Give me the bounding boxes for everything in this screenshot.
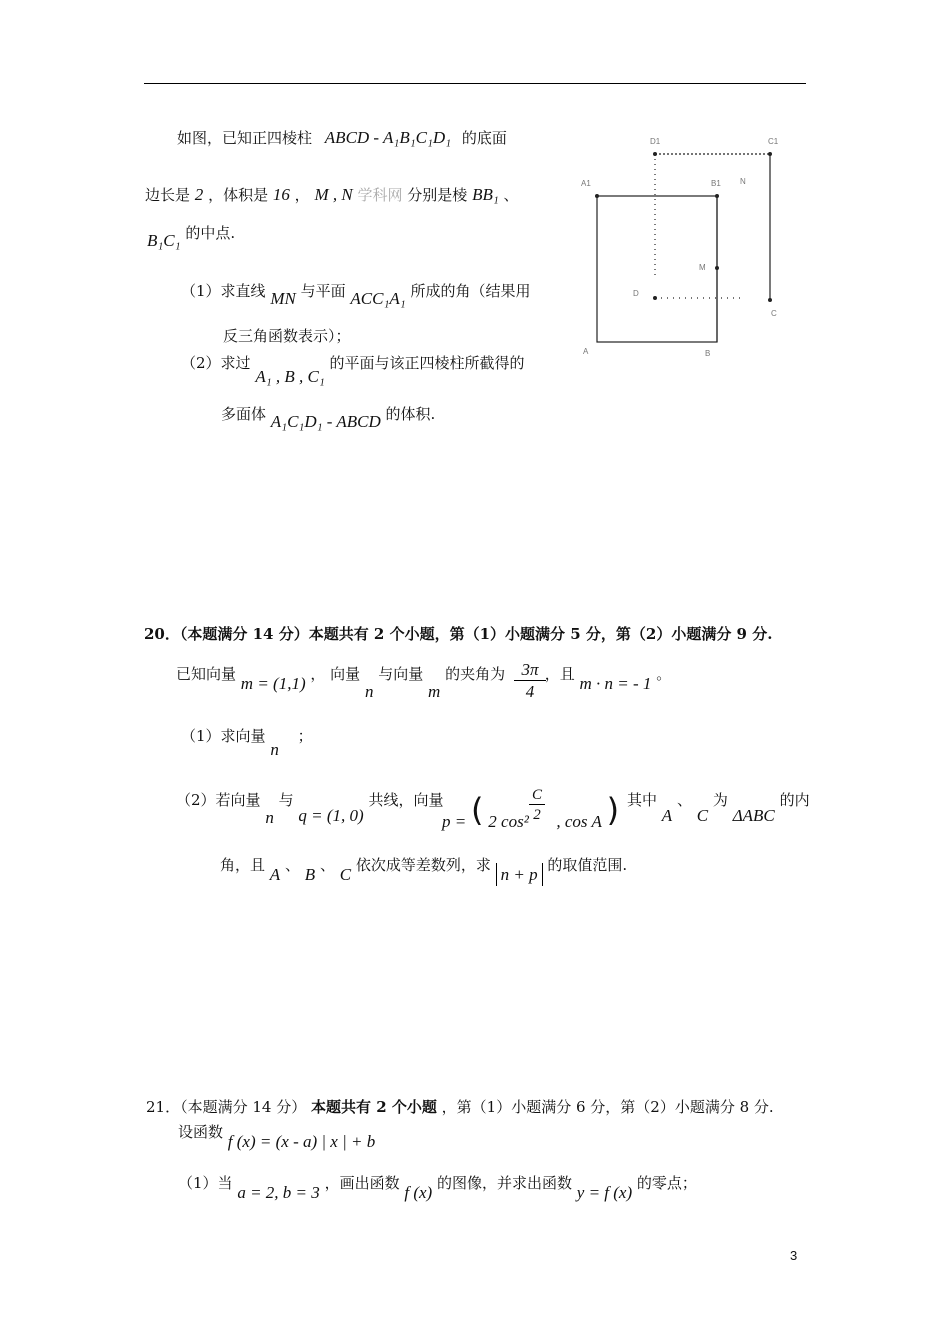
label-m: M	[699, 263, 706, 272]
math-q-vector: q = (1, 0)	[298, 806, 364, 825]
p21-text-bold: 本题共有 2 个小题	[311, 1098, 437, 1116]
p20-line1	[176, 664, 672, 701]
p-vector-expression: p = ( 2 cos² , cos A )	[442, 791, 620, 831]
p20-text: 、	[676, 791, 692, 809]
p21-text: 的图像，并求出函数	[436, 1174, 572, 1192]
math-n: n	[364, 682, 374, 701]
p19-line1	[177, 128, 507, 148]
p20-text: 角，且	[220, 856, 266, 874]
label-d: D	[633, 289, 639, 298]
p20-q2-cont	[220, 855, 628, 884]
p19-text: 边长是	[145, 186, 191, 204]
p19-text: ，体积是	[208, 186, 269, 204]
p21-text: 21．（本题满分 14 分）	[146, 1098, 307, 1116]
p20-text: ， 向量	[310, 665, 361, 683]
p19-text: 、	[503, 186, 519, 204]
p19-text: 的中点.	[185, 224, 236, 242]
label-b1: B1	[711, 179, 721, 188]
p20-text: 与向量	[378, 665, 424, 683]
p19-text: （2）求过	[181, 354, 251, 372]
p19-text: 多面体	[221, 405, 267, 423]
math-n: n	[270, 740, 279, 759]
label-b: B	[705, 349, 711, 358]
p19-text: 所成的角（结果用	[410, 282, 531, 300]
math-m-vector: m = (1,1)	[240, 674, 306, 693]
p21-text: ，第（1）小题满分 6 分，第（2）小题满分 8 分.	[441, 1098, 774, 1116]
p19-text: 的平面与该正四棱柱所截得的	[329, 354, 525, 372]
p19-text: 分别是棱	[407, 186, 468, 204]
math-bb1: BB₁	[472, 185, 499, 204]
math-triangle: ΔABC	[732, 806, 775, 825]
p19-q2-cont	[221, 404, 436, 431]
p19-text: 与平面	[300, 282, 346, 300]
math-mn-line: MN	[270, 289, 296, 308]
math-2: 2	[194, 185, 204, 204]
p20-text: ，其中	[612, 791, 658, 809]
fraction-denominator: 4	[525, 682, 535, 701]
p19-line2	[145, 185, 519, 205]
c-half-fraction	[529, 786, 545, 825]
p20-text: 。	[656, 665, 672, 683]
math-fx: f (x)	[404, 1183, 433, 1202]
label-a1: A1	[581, 179, 591, 188]
p20-text: 的夹角为	[445, 665, 506, 683]
p19-line3	[147, 224, 236, 251]
p20-text: ，且	[544, 665, 575, 683]
p20-text: （1）求向量	[181, 727, 266, 745]
fraction-numerator: C	[529, 786, 545, 805]
watermark-text: 学科网	[357, 186, 403, 204]
p21-line1	[178, 1122, 376, 1151]
p21-text: ，画出函数	[324, 1174, 400, 1192]
p20-text: 、	[319, 856, 335, 874]
math-function-def: f (x) = (x - a) | x | + b	[227, 1132, 376, 1151]
p19-text: 的底面	[461, 129, 507, 147]
math-mn: M , N	[314, 185, 353, 204]
angle-fraction	[514, 660, 546, 703]
math-n: n	[265, 808, 274, 827]
math-m: m	[428, 682, 441, 701]
p20-text: 共线，向量	[368, 791, 444, 809]
p20-q2	[176, 790, 444, 827]
p19-q1	[181, 281, 531, 308]
math-points: A₁ , B , C₁	[255, 367, 325, 386]
page-number: 3	[790, 1248, 798, 1263]
math-a: A	[661, 806, 673, 825]
math-polyhedron: A₁C₁D₁ - ABCD	[270, 412, 381, 431]
label-d1: D1	[650, 137, 661, 146]
p20-text: 与	[278, 791, 294, 809]
math-plane: ACC₁A₁	[350, 289, 406, 308]
p21-text: 的零点；	[636, 1174, 697, 1192]
p20-q1	[181, 726, 313, 759]
p19-q1-cont	[223, 326, 351, 346]
prism-figure	[575, 128, 805, 368]
label-a: A	[583, 347, 589, 356]
math-b: B	[304, 865, 316, 884]
p20-text: 依次成等差数列，求	[355, 856, 491, 874]
math-cos-squared: 2 cos²	[488, 812, 529, 831]
p20-heading: 20．（本题满分 14 分）本题共有 2 个小题，第（1）小题满分 5 分，第（2）小题满分 9 分.	[144, 625, 773, 643]
p19-text: （1）求直线	[181, 282, 266, 300]
p20-text: 已知向量	[176, 665, 237, 683]
math-p-label: p =	[442, 812, 467, 831]
header-rule	[144, 83, 806, 84]
p20-q2-tail	[612, 790, 810, 825]
p20-text: ；	[297, 727, 313, 745]
p19-q2	[181, 353, 525, 386]
math-dot-product: m · n = - 1	[579, 674, 652, 693]
math-cos-a: , cos A	[556, 812, 602, 831]
math-y-fx: y = f (x)	[576, 1183, 633, 1202]
prism-expression: ABCD - A₁B₁C₁D₁	[324, 128, 452, 147]
math-a: A	[269, 865, 281, 884]
label-c1: C1	[768, 137, 779, 146]
p20-text: 、	[284, 856, 300, 874]
p20-text: 的内	[779, 791, 810, 809]
p19-text: 反三角函数表示）；	[223, 327, 351, 345]
math-c: C	[696, 806, 709, 825]
fraction-denominator: 2	[533, 807, 541, 823]
p21-heading	[146, 1097, 774, 1117]
p21-text: 设函数	[178, 1123, 224, 1141]
math-b1c1: B₁C₁	[147, 231, 181, 250]
p20-text: 的取值范围.	[547, 856, 628, 874]
math-16: 16	[272, 185, 290, 204]
p20-text: （2）若向量	[176, 791, 261, 809]
math-abs-n-plus-p: n + p	[496, 863, 543, 886]
p19-text: 的体积.	[385, 405, 436, 423]
label-c: C	[771, 309, 777, 318]
p21-q1	[178, 1173, 697, 1202]
p19-text: ，	[294, 186, 310, 204]
fraction-numerator: 3π	[514, 660, 546, 681]
math-c: C	[339, 865, 352, 884]
label-n: N	[740, 177, 746, 186]
p20-text: 为	[712, 791, 728, 809]
p21-text: （1）当	[178, 1174, 233, 1192]
math-ab-values: a = 2, b = 3	[237, 1183, 320, 1202]
p19-text: 如图，已知正四棱柱	[177, 129, 313, 147]
